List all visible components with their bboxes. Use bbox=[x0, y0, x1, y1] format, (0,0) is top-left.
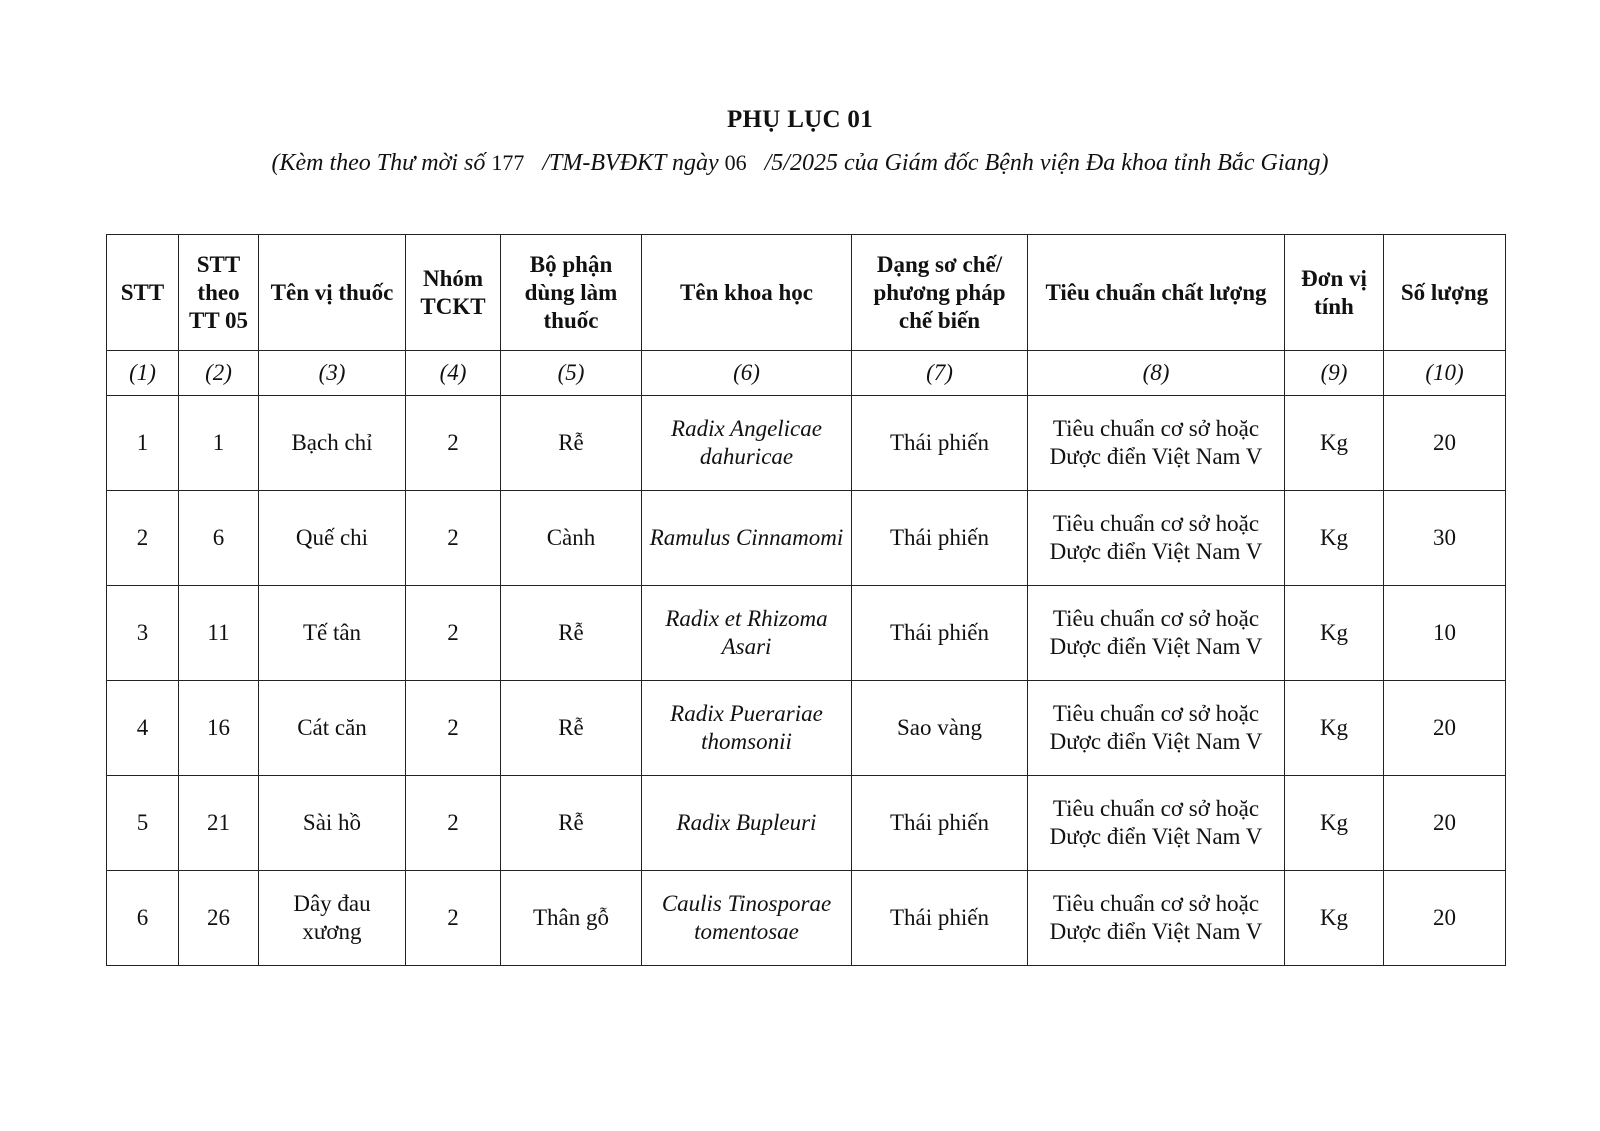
cell-scientific: Radix Angelicae dahuricae bbox=[642, 396, 852, 491]
cell-name: Sài hồ bbox=[259, 776, 406, 871]
cell-group: 2 bbox=[406, 491, 501, 586]
cell-part: Rễ bbox=[501, 586, 642, 681]
cell-group: 2 bbox=[406, 776, 501, 871]
cell-processing: Thái phiến bbox=[852, 491, 1028, 586]
cell-part: Rễ bbox=[501, 396, 642, 491]
cell-part: Thân gỗ bbox=[501, 871, 642, 966]
cell-stt-tt05: 1 bbox=[179, 396, 259, 491]
cell-processing: Sao vàng bbox=[852, 681, 1028, 776]
col-header-part: Bộ phận dùng làm thuốc bbox=[501, 235, 642, 351]
cell-standard: Tiêu chuẩn cơ sở hoặc Dược điển Việt Nam V bbox=[1028, 586, 1285, 681]
table-row bbox=[107, 586, 1506, 681]
cell-quantity: 10 bbox=[1384, 586, 1506, 681]
cell-stt-tt05: 16 bbox=[179, 681, 259, 776]
cell-part: Rễ bbox=[501, 681, 642, 776]
cell-unit: Kg bbox=[1285, 871, 1384, 966]
table-row bbox=[107, 871, 1506, 966]
cell-scientific: Ramulus Cinnamomi bbox=[642, 491, 852, 586]
col-header-processing: Dạng sơ chế/ phương pháp chế biến bbox=[852, 235, 1028, 351]
cell-scientific: Caulis Tinosporae tomentosae bbox=[642, 871, 852, 966]
cell-unit: Kg bbox=[1285, 586, 1384, 681]
cell-group: 2 bbox=[406, 396, 501, 491]
cell-standard: Tiêu chuẩn cơ sở hoặc Dược điển Việt Nam V bbox=[1028, 871, 1285, 966]
header-row bbox=[107, 235, 1506, 351]
letter-day: 06 bbox=[724, 150, 747, 175]
cell-stt: 1 bbox=[107, 396, 179, 491]
cell-processing: Thái phiến bbox=[852, 586, 1028, 681]
subtitle-part1: (Kèm theo Thư mời số bbox=[271, 150, 486, 176]
col-header-group: Nhóm TCKT bbox=[406, 235, 501, 351]
cell-unit: Kg bbox=[1285, 776, 1384, 871]
column-number: (2) bbox=[179, 351, 259, 396]
column-number: (9) bbox=[1285, 351, 1384, 396]
column-number: (5) bbox=[501, 351, 642, 396]
cell-processing: Thái phiến bbox=[852, 396, 1028, 491]
cell-quantity: 20 bbox=[1384, 681, 1506, 776]
letter-number: 177 bbox=[491, 150, 525, 175]
col-header-scientific: Tên khoa học bbox=[642, 235, 852, 351]
col-header-stt: STT bbox=[107, 235, 179, 351]
cell-scientific: Radix Puerariae thomsonii bbox=[642, 681, 852, 776]
document-title: PHỤ LỤC 01 bbox=[726, 106, 874, 133]
cell-group: 2 bbox=[406, 871, 501, 966]
col-header-quantity: Số lượng bbox=[1384, 235, 1506, 351]
column-number: (3) bbox=[259, 351, 406, 396]
column-number: (4) bbox=[406, 351, 501, 396]
col-header-name: Tên vị thuốc bbox=[259, 235, 406, 351]
cell-stt: 3 bbox=[107, 586, 179, 681]
column-number: (7) bbox=[852, 351, 1028, 396]
cell-unit: Kg bbox=[1285, 396, 1384, 491]
herbal-medicine-table bbox=[106, 234, 1506, 966]
cell-stt: 2 bbox=[107, 491, 179, 586]
column-number: (10) bbox=[1384, 351, 1506, 396]
cell-scientific: Radix Bupleuri bbox=[642, 776, 852, 871]
col-header-standard: Tiêu chuẩn chất lượng bbox=[1028, 235, 1285, 351]
cell-standard: Tiêu chuẩn cơ sở hoặc Dược điển Việt Nam V bbox=[1028, 681, 1285, 776]
cell-stt: 5 bbox=[107, 776, 179, 871]
cell-quantity: 30 bbox=[1384, 491, 1506, 586]
table-row bbox=[107, 396, 1506, 491]
subtitle-part3: /5/2025 của Giám đốc Bệnh viện Đa khoa tỉnh Bắc Giang) bbox=[764, 150, 1329, 176]
cell-stt: 6 bbox=[107, 871, 179, 966]
cell-quantity: 20 bbox=[1384, 871, 1506, 966]
cell-processing: Thái phiến bbox=[852, 871, 1028, 966]
cell-part: Cành bbox=[501, 491, 642, 586]
column-number: (8) bbox=[1028, 351, 1285, 396]
column-number: (1) bbox=[107, 351, 179, 396]
table-row bbox=[107, 776, 1506, 871]
cell-name: Tế tân bbox=[259, 586, 406, 681]
cell-quantity: 20 bbox=[1384, 396, 1506, 491]
cell-name: Bạch chỉ bbox=[259, 396, 406, 491]
table-row bbox=[107, 491, 1506, 586]
cell-part: Rễ bbox=[501, 776, 642, 871]
cell-stt: 4 bbox=[107, 681, 179, 776]
cell-standard: Tiêu chuẩn cơ sở hoặc Dược điển Việt Nam V bbox=[1028, 396, 1285, 491]
cell-stt-tt05: 11 bbox=[179, 586, 259, 681]
col-header-unit: Đơn vị tính bbox=[1285, 235, 1384, 351]
cell-name: Cát căn bbox=[259, 681, 406, 776]
cell-name: Dây đau xương bbox=[259, 871, 406, 966]
column-number: (6) bbox=[642, 351, 852, 396]
cell-name: Quế chi bbox=[259, 491, 406, 586]
subtitle-part2: /TM-BVĐKT ngày bbox=[542, 150, 719, 176]
cell-standard: Tiêu chuẩn cơ sở hoặc Dược điển Việt Nam V bbox=[1028, 491, 1285, 586]
cell-scientific: Radix et Rhizoma Asari bbox=[642, 586, 852, 681]
cell-group: 2 bbox=[406, 681, 501, 776]
cell-group: 2 bbox=[406, 586, 501, 681]
column-number-row bbox=[107, 351, 1506, 396]
cell-stt-tt05: 21 bbox=[179, 776, 259, 871]
cell-unit: Kg bbox=[1285, 491, 1384, 586]
table-row bbox=[107, 681, 1506, 776]
document-subtitle bbox=[0, 150, 1600, 177]
cell-unit: Kg bbox=[1285, 681, 1384, 776]
cell-stt-tt05: 6 bbox=[179, 491, 259, 586]
cell-processing: Thái phiến bbox=[852, 776, 1028, 871]
cell-standard: Tiêu chuẩn cơ sở hoặc Dược điển Việt Nam V bbox=[1028, 776, 1285, 871]
cell-stt-tt05: 26 bbox=[179, 871, 259, 966]
cell-quantity: 20 bbox=[1384, 776, 1506, 871]
col-header-stt-tt05: STT theo TT 05 bbox=[179, 235, 259, 351]
